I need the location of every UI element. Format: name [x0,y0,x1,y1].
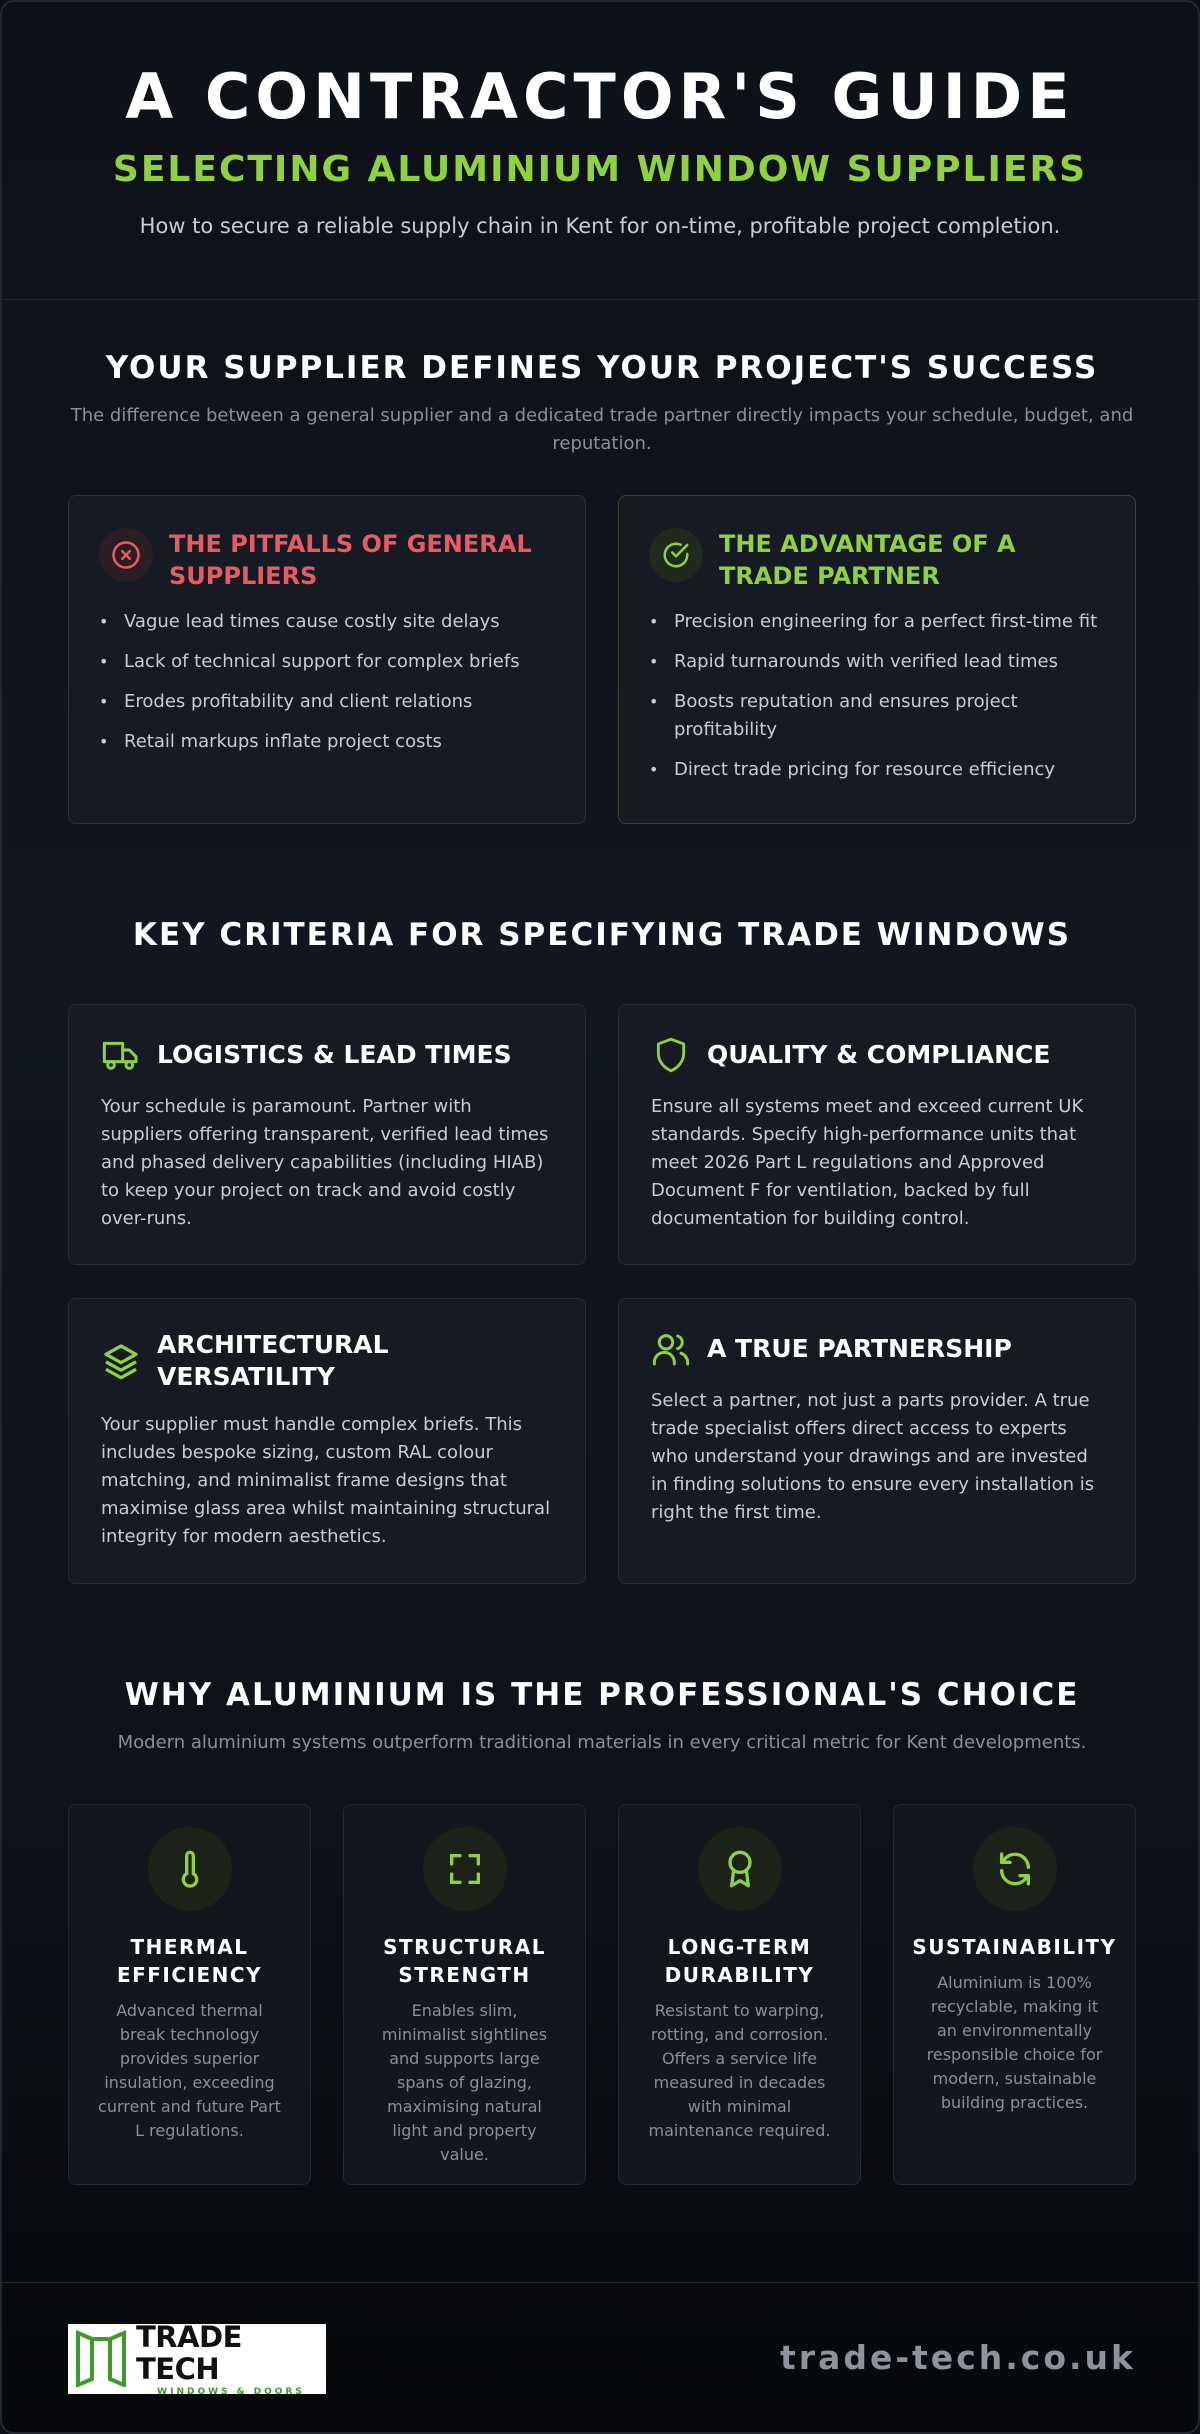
x-circle-icon [99,528,153,582]
list-item: • Precision engineering for a perfect first-time fit [649,608,1105,636]
logo-tagline: WINDOWS & DOORS [157,2387,305,2397]
users-icon [651,1329,691,1369]
success-title: YOUR SUPPLIER DEFINES YOUR PROJECT'S SUCCESS [105,350,1099,386]
criteria-card-title: A TRUE PARTNERSHIP [707,1334,1012,1363]
aluminium-subtitle: Modern aluminium systems outperform traditional materials in every critical metric for Kent developments. [117,1732,1087,1753]
criteria-card-body: Your schedule is paramount. Partner with suppliers offering transparent, verified lead times and phased delivery capabilities (including HIAB) to keep your project on track and avoid costly over-runs. [101,1096,549,1229]
criteria-header [2,917,1200,953]
page-subtitle: SELECTING ALUMINIUM WINDOW SUPPLIERS [112,149,1088,190]
benefit-card-thermal [68,1804,311,2185]
criteria-card-partnership [618,1298,1136,1584]
award-icon [698,1827,782,1911]
page-footer [2,2282,1200,2434]
page-title: A CONTRACTOR'S GUIDE [125,60,1075,133]
advantage-title: THE ADVANTAGE OF A TRADE PARTNER [719,530,1016,590]
pitfalls-list [99,608,555,756]
window-logo-icon [74,2327,128,2391]
pitfalls-card [68,495,586,824]
criteria-card-versatility [68,1298,586,1584]
criteria-card-body: Select a partner, not just a parts provider. A true trade specialist offers direct access to experts who understand your drawings and are invested in finding solutions to ensure every installation is right the first time. [651,1390,1095,1523]
list-item: • Retail markups inflate project costs [99,728,555,756]
success-section [2,300,1200,780]
success-subtitle: The difference between a general supplier and a dedicated trade partner directly impacts your schedule, budget, and reputation. [70,405,1134,454]
thermometer-icon [148,1827,232,1911]
advantage-list [649,608,1105,784]
criteria-card-title: LOGISTICS & LEAD TIMES [157,1040,512,1069]
criteria-card-body: Your supplier must handle complex briefs. This includes bespoke sizing, custom RAL colour matching, and minimalist frame designs that maximise glass area whilst maintaining structural integrity for modern aesthetics. [101,1414,551,1547]
list-item: • Boosts reputation and ensures project profitability [649,688,1105,744]
list-item: • Lack of technical support for complex briefs [99,648,555,676]
benefit-title: LONG-TERM DURABILITY [664,1935,815,1987]
list-item: • Rapid turnarounds with verified lead times [649,648,1105,676]
criteria-card-title: QUALITY & COMPLIANCE [707,1040,1051,1069]
pitfalls-title: THE PITFALLS OF GENERAL SUPPLIERS [169,530,532,590]
benefit-title: STRUCTURAL STRENGTH [383,1935,546,1987]
trade-tech-logo[interactable] [68,2320,326,2397]
criteria-title: KEY CRITERIA FOR SPECIFYING TRADE WINDOWS [132,917,1072,953]
logo-name: TRADE TECH [136,2320,242,2386]
page-header [2,2,1198,300]
benefit-card-sustainability [893,1804,1136,2185]
benefit-body: Advanced thermal break technology provides superior insulation, exceeding current and future Part L regulations. [98,2001,281,2140]
layers-icon [101,1341,141,1381]
benefit-body: Resistant to warping, rotting, and corrosion. Offers a service life measured in decades with minimal maintenance required. [648,2001,831,2140]
benefit-title: THERMAL EFFICIENCY [116,1935,263,1987]
criteria-card-body: Ensure all systems meet and exceed current UK standards. Specify high-performance units that meet 2026 Part L regulations and Approved Document F for ventilation, backed by full documentation for building control. [651,1096,1084,1229]
benefit-card-structural [343,1804,586,2185]
page-tagline: How to secure a reliable supply chain in Kent for on-time, profitable project completion. [139,214,1061,238]
benefit-body: Aluminium is 100% recyclable, making it an environmentally responsible choice for modern, sustainable building practices. [926,1973,1103,2112]
truck-icon [101,1035,141,1075]
advantage-card [618,495,1136,824]
aluminium-header [2,1677,1200,1757]
check-circle-icon [649,528,703,582]
list-item: • Vague lead times cause costly site delays [99,608,555,636]
list-item: • Erodes profitability and client relations [99,688,555,716]
criteria-card-logistics [68,1004,586,1265]
shield-icon [651,1035,691,1075]
benefit-card-durability [618,1804,861,2185]
benefit-body: Enables slim, minimalist sightlines and supports large spans of glazing, maximising natural light and property value. [381,2001,548,2164]
criteria-card-quality [618,1004,1136,1265]
list-item: • Direct trade pricing for resource efficiency [649,756,1105,784]
frame-corners-icon [423,1827,507,1911]
website-link[interactable]: trade-tech.co.uk [780,2338,1136,2377]
criteria-card-title: ARCHITECTURAL VERSATILITY [157,1330,389,1391]
recycle-icon [973,1827,1057,1911]
benefit-title: SUSTAINABILITY [912,1935,1117,1959]
aluminium-title: WHY ALUMINIUM IS THE PROFESSIONAL'S CHOICE [124,1677,1080,1713]
